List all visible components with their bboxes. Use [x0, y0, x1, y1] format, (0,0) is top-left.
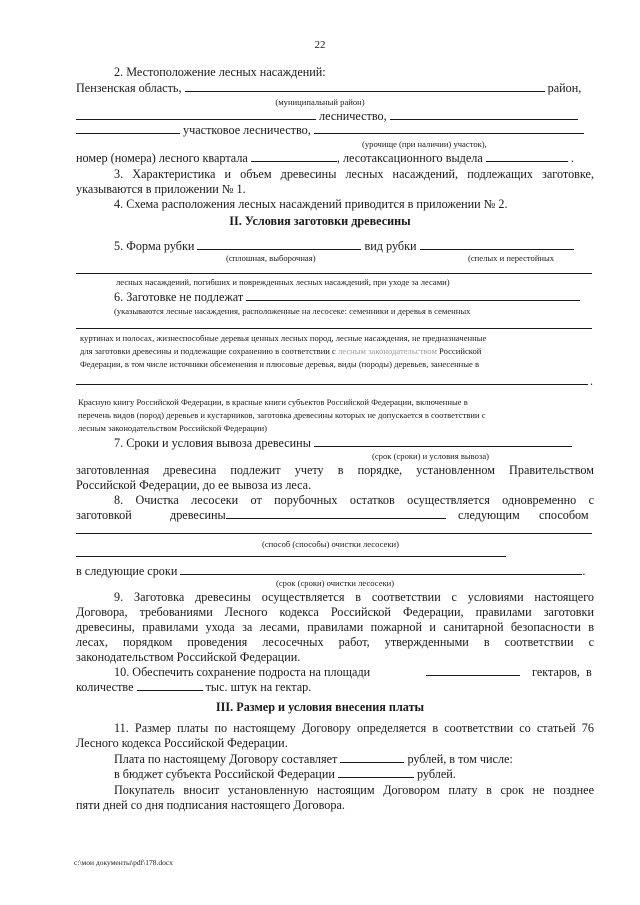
item3-line1: 3. Характеристика и объем древесины лесных насаждений, подлежащих заготовке,	[114, 167, 594, 181]
item7-field[interactable]	[314, 436, 572, 447]
item6-caption2: куртинах и полосах, жизнеспособные деревья ценных лесных пород, лесные насаждения, не предназначенные	[80, 333, 487, 343]
item11-pay-line1: Покупатель вносит установленную настоящим Договором плату в срок не позднее	[114, 783, 594, 797]
item9-line5: законодательством Российской Федерации.	[76, 650, 301, 664]
item7-line	[114, 436, 572, 450]
section3-title: III. Размер и условия внесения платы	[215, 700, 425, 714]
item7-line2: заготовленная древесина подлежит учету в порядке, установленном Правительством	[76, 463, 594, 477]
felling-form-caption: (сплошная, выборочная)	[226, 253, 316, 263]
item10-qty-field[interactable]	[137, 680, 203, 691]
district-field[interactable]	[185, 81, 545, 92]
forestry-line	[76, 109, 578, 123]
item6-caption5: Красную книгу Российской Федерации, в красные книги субъектов Российской Федерации, включенные в	[78, 397, 468, 407]
division-suffix: участковое лесничество,	[183, 123, 311, 137]
allotment-label: , лесотаксационного выдела	[336, 151, 483, 165]
forestry-field[interactable]	[76, 109, 316, 120]
item8-w3: следующим	[458, 508, 520, 522]
item8-caption: (способ (способы) очистки лесосеки)	[262, 539, 399, 549]
item6-caption3-b: Российской	[436, 346, 482, 356]
item10-qty-suffix: тыс. штук на гектар.	[205, 680, 312, 694]
item8-terms-line	[76, 564, 585, 578]
item8-terms-field[interactable]	[180, 564, 582, 575]
item6-field[interactable]	[246, 290, 580, 301]
item6-fill-line-2[interactable]	[76, 384, 588, 385]
item6-caption3-a: для заготовки древесины и подлежащие сохранению в соответствии с	[80, 346, 339, 356]
location-heading: 2. Местоположение лесных насаждений:	[114, 65, 326, 79]
item5-fill-line[interactable]	[76, 273, 592, 274]
felling-kind-label: вид рубки	[364, 239, 417, 253]
item6-caption1: (указываются лесные насаждения, расположенные на лесосеке: семенники и деревья в семенных	[114, 306, 471, 316]
item8-terms-end: .	[582, 564, 586, 578]
item10-hectares: гектаров,	[532, 665, 580, 679]
item11-pay-line2: пяти дней со дня подписания настоящего Договора.	[76, 798, 345, 812]
item8-method-field[interactable]	[226, 508, 446, 519]
forestry-extra-field[interactable]	[390, 109, 578, 120]
item4-text: 4. Схема расположения лесных насаждений приводится в приложении № 2.	[114, 197, 508, 211]
location-end-dot: .	[570, 151, 574, 165]
item6-caption3-faint: лесным законодательством	[338, 346, 437, 356]
item6-caption7: лесным законодательством Российской Федерации)	[78, 423, 267, 433]
footer-path: c:\мои документы\pdf\178.docx	[74, 858, 173, 867]
felling-kind-caption: (спелых и перестойных	[468, 253, 555, 263]
item8-terms-caption: (срок (сроки) очистки лесосеки)	[276, 578, 395, 588]
item7-label: 7. Сроки и условия вывоза древесины	[114, 436, 311, 450]
item5-caption2: лесных насаждений, погибших и поврежденных лесных насаждений, при уходе за лесами)	[116, 277, 450, 287]
item6-caption3	[80, 346, 481, 356]
item5-line	[114, 239, 574, 253]
item8-fill-line-2[interactable]	[76, 556, 506, 557]
item7-line3: Российской Федерации, до ее вывоза из леса.	[76, 478, 312, 492]
item6-caption4: Федерации, в том числе источники обсеменения и плюсовые деревья, виды (породы) деревьев, занесенные в	[80, 359, 480, 369]
item6-end-dot: .	[590, 374, 594, 388]
item8-line1: 8. Очистка лесосеки от порубочных остатков осуществляется одновременно с	[114, 493, 594, 507]
item6-line	[114, 290, 580, 304]
item10-area-field[interactable]	[426, 665, 520, 676]
item10-label: 10. Обеспечить сохранение подроста на площади	[114, 665, 371, 679]
tract-field[interactable]	[314, 123, 584, 134]
felling-form-field[interactable]	[197, 239, 361, 250]
item11-fee-field[interactable]	[340, 752, 404, 763]
item8-w2: древесины	[170, 508, 226, 522]
item9-line2: Договора, требованиями Лесного кодекса Российской Федерации, правилами заготовки	[76, 605, 594, 619]
item11-budget-label: в бюджет субъекта Российской Федерации	[114, 767, 335, 781]
tract-caption: (урочище (при наличии) участок),	[362, 139, 487, 149]
item11-fee-suffix: рублей, в том числе:	[407, 752, 513, 766]
item11-line1: 11. Размер платы по настоящему Договору определяется в соответствии со статьей 76	[114, 721, 594, 735]
item8-fill-line-1[interactable]	[76, 533, 592, 534]
item8-w1: заготовкой	[76, 508, 132, 522]
district-caption: (муниципальный район)	[275, 97, 365, 107]
division-line	[76, 123, 584, 137]
quarter-label: номер (номера) лесного квартала	[76, 151, 248, 165]
allotment-field[interactable]	[486, 151, 568, 162]
item11-budget-field[interactable]	[338, 767, 414, 778]
forestry-suffix: лесничество,	[319, 109, 387, 123]
quarter-field[interactable]	[251, 151, 337, 162]
item8-terms-label: в следующие сроки	[76, 564, 178, 578]
page-number: 22	[314, 39, 326, 51]
item9-line4: лесах, порядком проведения лесосечных работ, утвержденными в соответствии с	[76, 635, 594, 649]
item6-caption6: перечень видов (пород) деревьев и кустарников, заготовка древесины которых не допускается в соответствии с	[78, 410, 486, 420]
item3-line2: указываются в приложении № 1.	[76, 182, 246, 196]
section2-title: II. Условия заготовки древесины	[229, 214, 411, 228]
item7-caption: (срок (сроки) и условия вывоза)	[372, 451, 490, 461]
item6-fill-line-1[interactable]	[76, 328, 592, 329]
item9-line1: 9. Заготовка древесины осуществляется в соответствии с условиями настоящего	[114, 590, 594, 604]
district-suffix: район,	[547, 81, 582, 95]
item10-line2	[76, 680, 311, 694]
item11-budget-line	[114, 767, 456, 781]
quarter-line	[76, 151, 574, 165]
item10-qty-label: количестве	[76, 680, 134, 694]
region-label: Пензенская область,	[76, 81, 182, 95]
felling-kind-field[interactable]	[420, 239, 574, 250]
item11-fee-line	[114, 752, 513, 766]
item11-fee-label: Плата по настоящему Договору составляет	[114, 752, 338, 766]
region-line	[76, 81, 581, 95]
item11-line2: Лесного кодекса Российской Федерации.	[76, 736, 288, 750]
item9-line3: древесины, правилами ухода за лесами, правилами пожарной и санитарной безопасности в	[76, 620, 594, 634]
division-field[interactable]	[76, 123, 180, 134]
item6-label: 6. Заготовке не подлежат	[114, 290, 244, 304]
item11-budget-suffix: рублей.	[416, 767, 456, 781]
item5-label: 5. Форма рубки	[114, 239, 195, 253]
item10-in-word: в	[586, 665, 592, 679]
item8-w4: способом	[539, 508, 589, 522]
